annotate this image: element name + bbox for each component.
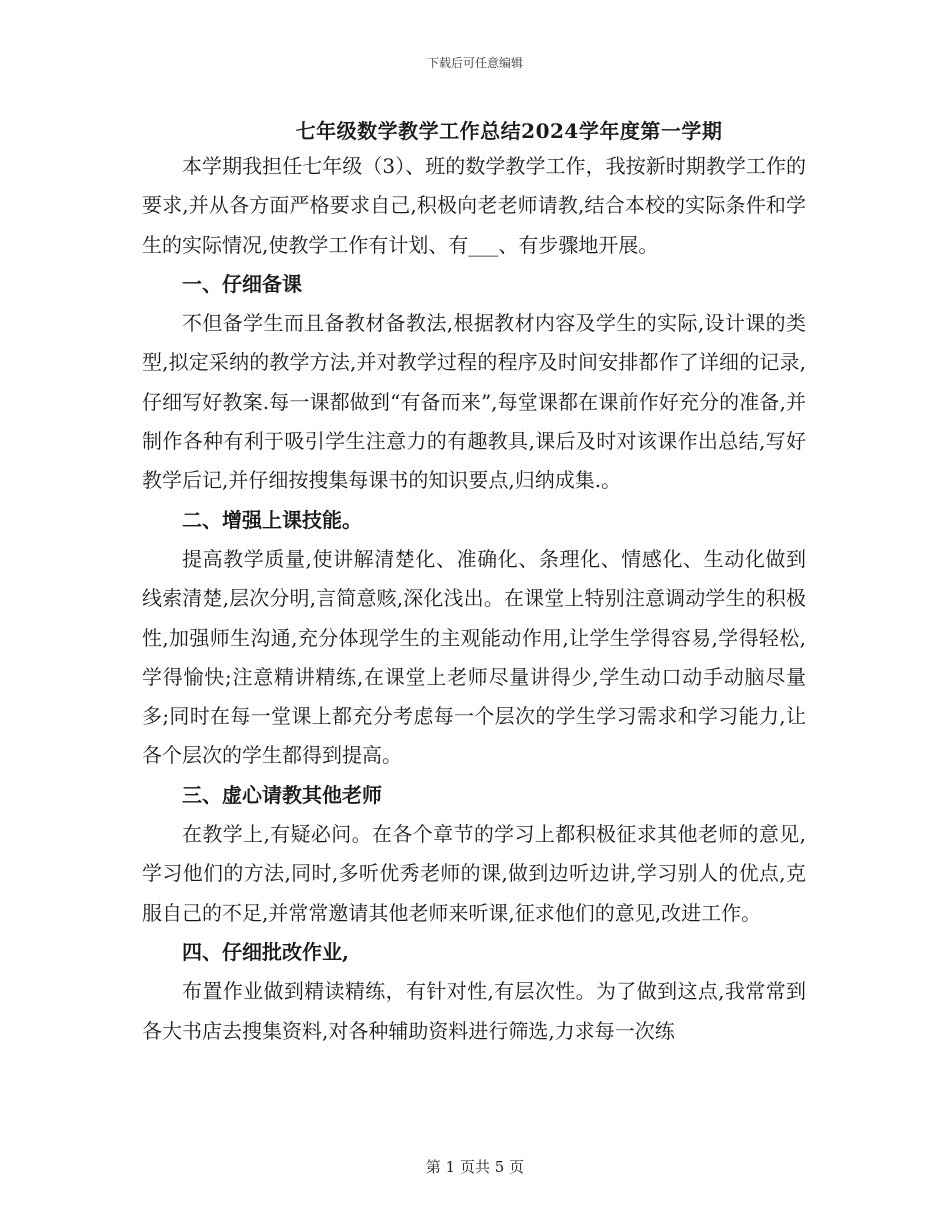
section-body-1: 不但备学生而且备教材备教法,根据教材内容及学生的实际,设计课的类型,拟定采纳的教学方法,并对教学过程的程序及时间安排都作了详细的记录,仔细写好教案.每一课都做到“有备而来”,每堂课都在课前作好充分的准备,并制作各种有利于吸引学生注意力的有趣教具,课后及时对该课作出总结,写好教学后记,并仔细按搜集每课书的知识要点,归纳成集.。	[142, 311, 806, 493]
document-body	[142, 115, 806, 1051]
section-body-4: 布置作业做到精读精练，有针对性,有层次性。为了做到这点,我常常到各大书店去搜集资料,对各种辅助资料进行筛选,力求每一次练	[142, 979, 806, 1043]
document-title: 七年级数学教学工作总结2024学年度第一学期	[295, 119, 723, 143]
section-body-2: 提高教学质量,使讲解清楚化、准确化、条理化、情感化、生动化做到线索清楚,层次分明,言简意赅,深化浅出。在课堂上特别注意调动学生的积极性,加强师生沟通,充分体现学生的主观能动作用,让学生学得容易,学得轻松,学得愉快;注意精讲精练,在课堂上老师尽量讲得少,学生动口动手动脑尽量多;同时在每一堂课上都充分考虑每一个层次的学生学习需求和学习能力,让各个层次的学生都得到提高。	[142, 546, 806, 768]
intro-paragraph: 本学期我担任七年级（3）、班的数学教学工作，我按新时期教学工作的要求,并从各方面严格要求自己,积极向老老师请教,结合本校的实际条件和学生的实际情况,使教学工作有计划、有___、有步骤地开展。	[142, 154, 806, 257]
page-header-note: 下载后可任意编辑	[426, 56, 523, 70]
section-heading-3: 三、虚心请教其他老师	[182, 782, 382, 807]
section-heading-2: 二、增强上课技能。	[182, 507, 362, 532]
section-heading-4: 四、仔细批改作业,	[182, 939, 349, 964]
section-body-3: 在教学上,有疑必问。在各个章节的学习上都积极征求其他老师的意见,学习他们的方法,同时,多听优秀老师的课,做到边听边讲,学习别人的优点,克服自己的不足,并常常邀请其他老师来听课,征求他们的意见,改进工作。	[142, 822, 806, 925]
page-number: 第 1 页共 5 页	[425, 1158, 525, 1176]
section-heading-1: 一、仔细备课	[182, 271, 302, 296]
